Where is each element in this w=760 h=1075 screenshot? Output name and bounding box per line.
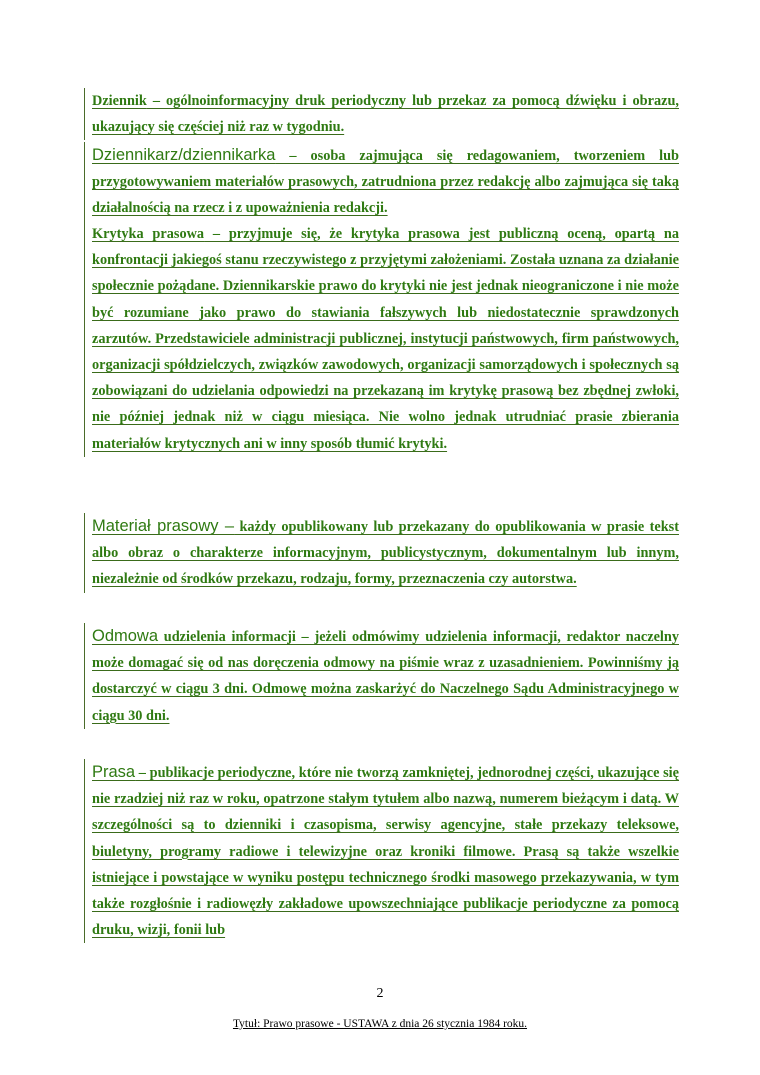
entry-material-prasowy	[84, 513, 679, 593]
entry-dziennikarz	[84, 142, 679, 222]
entry-term: Prasa	[92, 763, 136, 781]
entry-krytyka-prasowa	[84, 221, 679, 457]
entry-term: Krytyka prasowa	[92, 226, 205, 242]
entry-text: – ogólnoinformacyjny druk periodyczny lub przekaz za pomocą dźwięku i obrazu, ukazujący się częściej niż raz w tygodniu.	[92, 93, 679, 136]
entry-term: Odmowa	[92, 627, 159, 645]
entry-paragraph	[92, 142, 679, 222]
entry-term: Dziennikarz/dziennikarka	[92, 146, 276, 164]
page-number: 2	[376, 986, 384, 1001]
entry-prasa	[84, 759, 679, 943]
entry-text: udzielenia informacji – jeżeli odmówimy udzielenia informacji, redaktor naczelny może domagać się od nas doręczenia odmowy na piśmie wraz z uzasadnieniem. Powinniśmy ją dostarczyć w ciągu 3 dni. Odmowę można zaskarżyć do Naczelnego Sądu Administracyjnego w ciągu 30 dni.	[92, 629, 679, 724]
entry-paragraph	[92, 221, 679, 457]
entry-paragraph	[92, 623, 679, 729]
entry-paragraph	[92, 88, 679, 140]
entry-text: – osoba zajmująca się redagowaniem, tworzeniem lub przygotowywaniem materiałów prasowych, zatrudniona przez redakcję albo zajmująca się taką działalnością na rzecz i z upoważnienia redakcji.	[92, 148, 679, 217]
entry-term: Materiał prasowy –	[92, 517, 235, 535]
entry-dziennik	[84, 88, 679, 140]
entry-paragraph	[92, 759, 679, 943]
entry-text: – publikacje periodyczne, które nie tworzą zamkniętej, jednorodnej części, ukazujące się nie rzadziej niż raz w roku, opatrzone stałym tytułem albo nazwą, numerem bieżącym i datą. W szczególności są to dzienniki i czasopisma, serwisy agencyjne, stałe przekazy teleksowe, biuletyny, programy radiowe i telewizyjne oraz kroniki filmowe. Prasą są także wszelkie istniejące i powstające w wyniku postępu technicznego środki masowego przekazywania, w tym także rozgłośnie i radiowęzły zakładowe upowszechniające publikacje periodyczne za pomocą druku, wizji, fonii lub	[92, 765, 679, 939]
entry-paragraph	[92, 513, 679, 593]
footer-title: Tytuł: Prawo prasowe - USTAWA z dnia 26 stycznia 1984 roku.	[232, 1018, 528, 1030]
entry-odmowa	[84, 623, 679, 729]
entry-term: Dziennik	[92, 93, 147, 109]
entry-text: każdy opublikowany lub przekazany do opublikowania w prasie tekst albo obraz o charakterze informacyjnym, publicystycznym, dokumentalnym lub innym, niezależnie od środków przekazu, rodzaju, formy, przeznaczenia czy autorstwa.	[92, 519, 679, 588]
entry-text: – przyjmuje się, że krytyka prasowa jest publiczną oceną, opartą na konfrontacji jakiegoś stanu rzeczywistego z przyjętymi założeniami. Została uznana za działanie społecznie pożądane. Dziennikarskie prawo do krytyki nie jest jednak nieograniczone i nie może być rozumiane jako prawo do stawiania fałszywych lub niedostatecznie sprawdzonych zarzutów. Przedstawiciele administracji publicznej, instytucji państwowych, firm państwowych, organizacji spółdzielczych, związków zawodowych, organizacji samorządowych i społecznych są zobowiązani do udzielania odpowiedzi na przekazaną im krytykę prasową bez zbędnej zwłoki, nie później jednak niż w ciągu miesiąca. Nie wolno jednak utrudniać prasie zbierania materiałów krytycznych ani w inny sposób tłumić krytyki.	[92, 226, 679, 452]
